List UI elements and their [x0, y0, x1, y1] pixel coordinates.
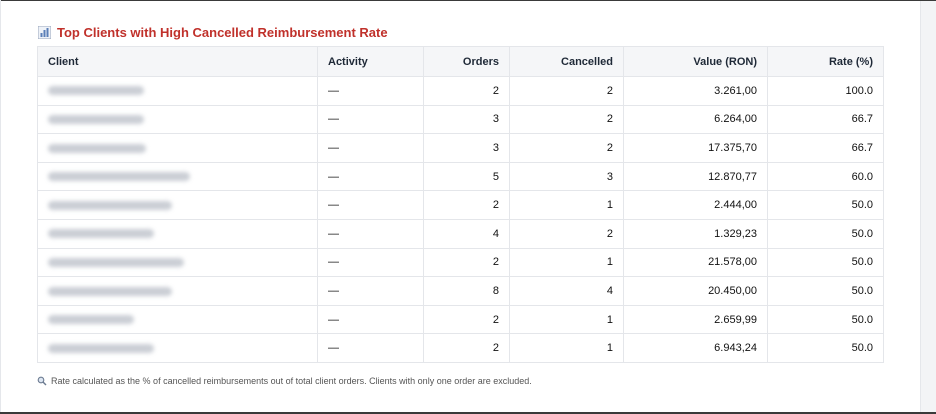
value-cell: 6.943,24	[624, 334, 768, 363]
column-header-cancelled[interactable]: Cancelled	[510, 47, 624, 77]
client-cell	[38, 77, 318, 106]
client-cell	[38, 334, 318, 363]
value-cell: 17.375,70	[624, 134, 768, 163]
activity-cell: —	[318, 334, 424, 363]
activity-cell: —	[318, 191, 424, 220]
rate-cell: 66.7	[768, 105, 884, 134]
cancelled-cell: 1	[510, 334, 624, 363]
rate-cell: 50.0	[768, 219, 884, 248]
scrollbar-track[interactable]	[920, 1, 936, 412]
value-cell: 21.578,00	[624, 248, 768, 277]
cancelled-cell: 1	[510, 248, 624, 277]
orders-cell: 2	[424, 191, 510, 220]
column-header-orders[interactable]: Orders	[424, 47, 510, 77]
table-row[interactable]	[38, 277, 884, 306]
orders-cell: 3	[424, 134, 510, 163]
orders-cell: 2	[424, 305, 510, 334]
value-cell: 12.870,77	[624, 162, 768, 191]
rate-cell: 100.0	[768, 77, 884, 106]
client-cell	[38, 134, 318, 163]
activity-cell: —	[318, 162, 424, 191]
orders-cell: 2	[424, 334, 510, 363]
table-row[interactable]	[38, 134, 884, 163]
top-border	[0, 0, 936, 1]
redacted-client-name	[48, 115, 144, 124]
rate-cell: 66.7	[768, 134, 884, 163]
activity-cell: —	[318, 77, 424, 106]
cancelled-cell: 2	[510, 105, 624, 134]
orders-cell: 3	[424, 105, 510, 134]
orders-cell: 5	[424, 162, 510, 191]
orders-cell: 8	[424, 277, 510, 306]
activity-cell: —	[318, 219, 424, 248]
cancelled-cell: 1	[510, 191, 624, 220]
activity-cell: —	[318, 305, 424, 334]
redacted-client-name	[48, 229, 154, 238]
left-border	[0, 0, 1, 414]
orders-cell: 4	[424, 219, 510, 248]
section-title	[38, 23, 388, 41]
column-header-client[interactable]: Client	[38, 47, 318, 77]
value-cell: 20.450,00	[624, 277, 768, 306]
client-cell	[38, 162, 318, 191]
cancelled-cell: 3	[510, 162, 624, 191]
value-cell: 6.264,00	[624, 105, 768, 134]
cancelled-cell: 2	[510, 134, 624, 163]
redacted-client-name	[48, 287, 172, 296]
table-row[interactable]	[38, 105, 884, 134]
redacted-client-name	[48, 315, 134, 324]
table-row[interactable]	[38, 219, 884, 248]
activity-cell: —	[318, 248, 424, 277]
cancelled-cell: 1	[510, 305, 624, 334]
cancelled-cell: 4	[510, 277, 624, 306]
orders-cell: 2	[424, 77, 510, 106]
redacted-client-name	[48, 86, 144, 95]
value-cell: 2.444,00	[624, 191, 768, 220]
footnote	[37, 376, 532, 386]
clients-table	[37, 46, 884, 363]
rate-cell: 50.0	[768, 191, 884, 220]
value-cell: 1.329,23	[624, 219, 768, 248]
redacted-client-name	[48, 172, 190, 181]
table-header-row	[38, 47, 884, 77]
activity-cell: —	[318, 134, 424, 163]
client-cell	[38, 248, 318, 277]
column-header-rate[interactable]: Rate (%)	[768, 47, 884, 77]
client-cell	[38, 219, 318, 248]
client-cell	[38, 277, 318, 306]
rate-cell: 60.0	[768, 162, 884, 191]
cancelled-cell: 2	[510, 219, 624, 248]
client-cell	[38, 191, 318, 220]
redacted-client-name	[48, 144, 146, 153]
column-header-activity[interactable]: Activity	[318, 47, 424, 77]
redacted-client-name	[48, 344, 154, 353]
activity-cell: —	[318, 277, 424, 306]
table-row[interactable]	[38, 191, 884, 220]
section-title-text: Top Clients with High Cancelled Reimbursement Rate	[57, 24, 388, 40]
value-cell: 3.261,00	[624, 77, 768, 106]
rate-cell: 50.0	[768, 305, 884, 334]
bar-chart-icon	[38, 26, 51, 39]
activity-cell: —	[318, 105, 424, 134]
table-row[interactable]	[38, 162, 884, 191]
table-row[interactable]	[38, 334, 884, 363]
magnifier-icon	[37, 376, 47, 386]
rate-cell: 50.0	[768, 334, 884, 363]
table-row[interactable]	[38, 305, 884, 334]
orders-cell: 2	[424, 248, 510, 277]
value-cell: 2.659,99	[624, 305, 768, 334]
table-row[interactable]	[38, 248, 884, 277]
rate-cell: 50.0	[768, 277, 884, 306]
redacted-client-name	[48, 258, 184, 267]
client-cell	[38, 105, 318, 134]
column-header-value[interactable]: Value (RON)	[624, 47, 768, 77]
rate-cell: 50.0	[768, 248, 884, 277]
table-row[interactable]	[38, 77, 884, 106]
redacted-client-name	[48, 201, 172, 210]
client-cell	[38, 305, 318, 334]
cancelled-cell: 2	[510, 77, 624, 106]
footnote-text: Rate calculated as the % of cancelled reimbursements out of total client orders. Clients with only one order are excluded.	[51, 376, 532, 386]
